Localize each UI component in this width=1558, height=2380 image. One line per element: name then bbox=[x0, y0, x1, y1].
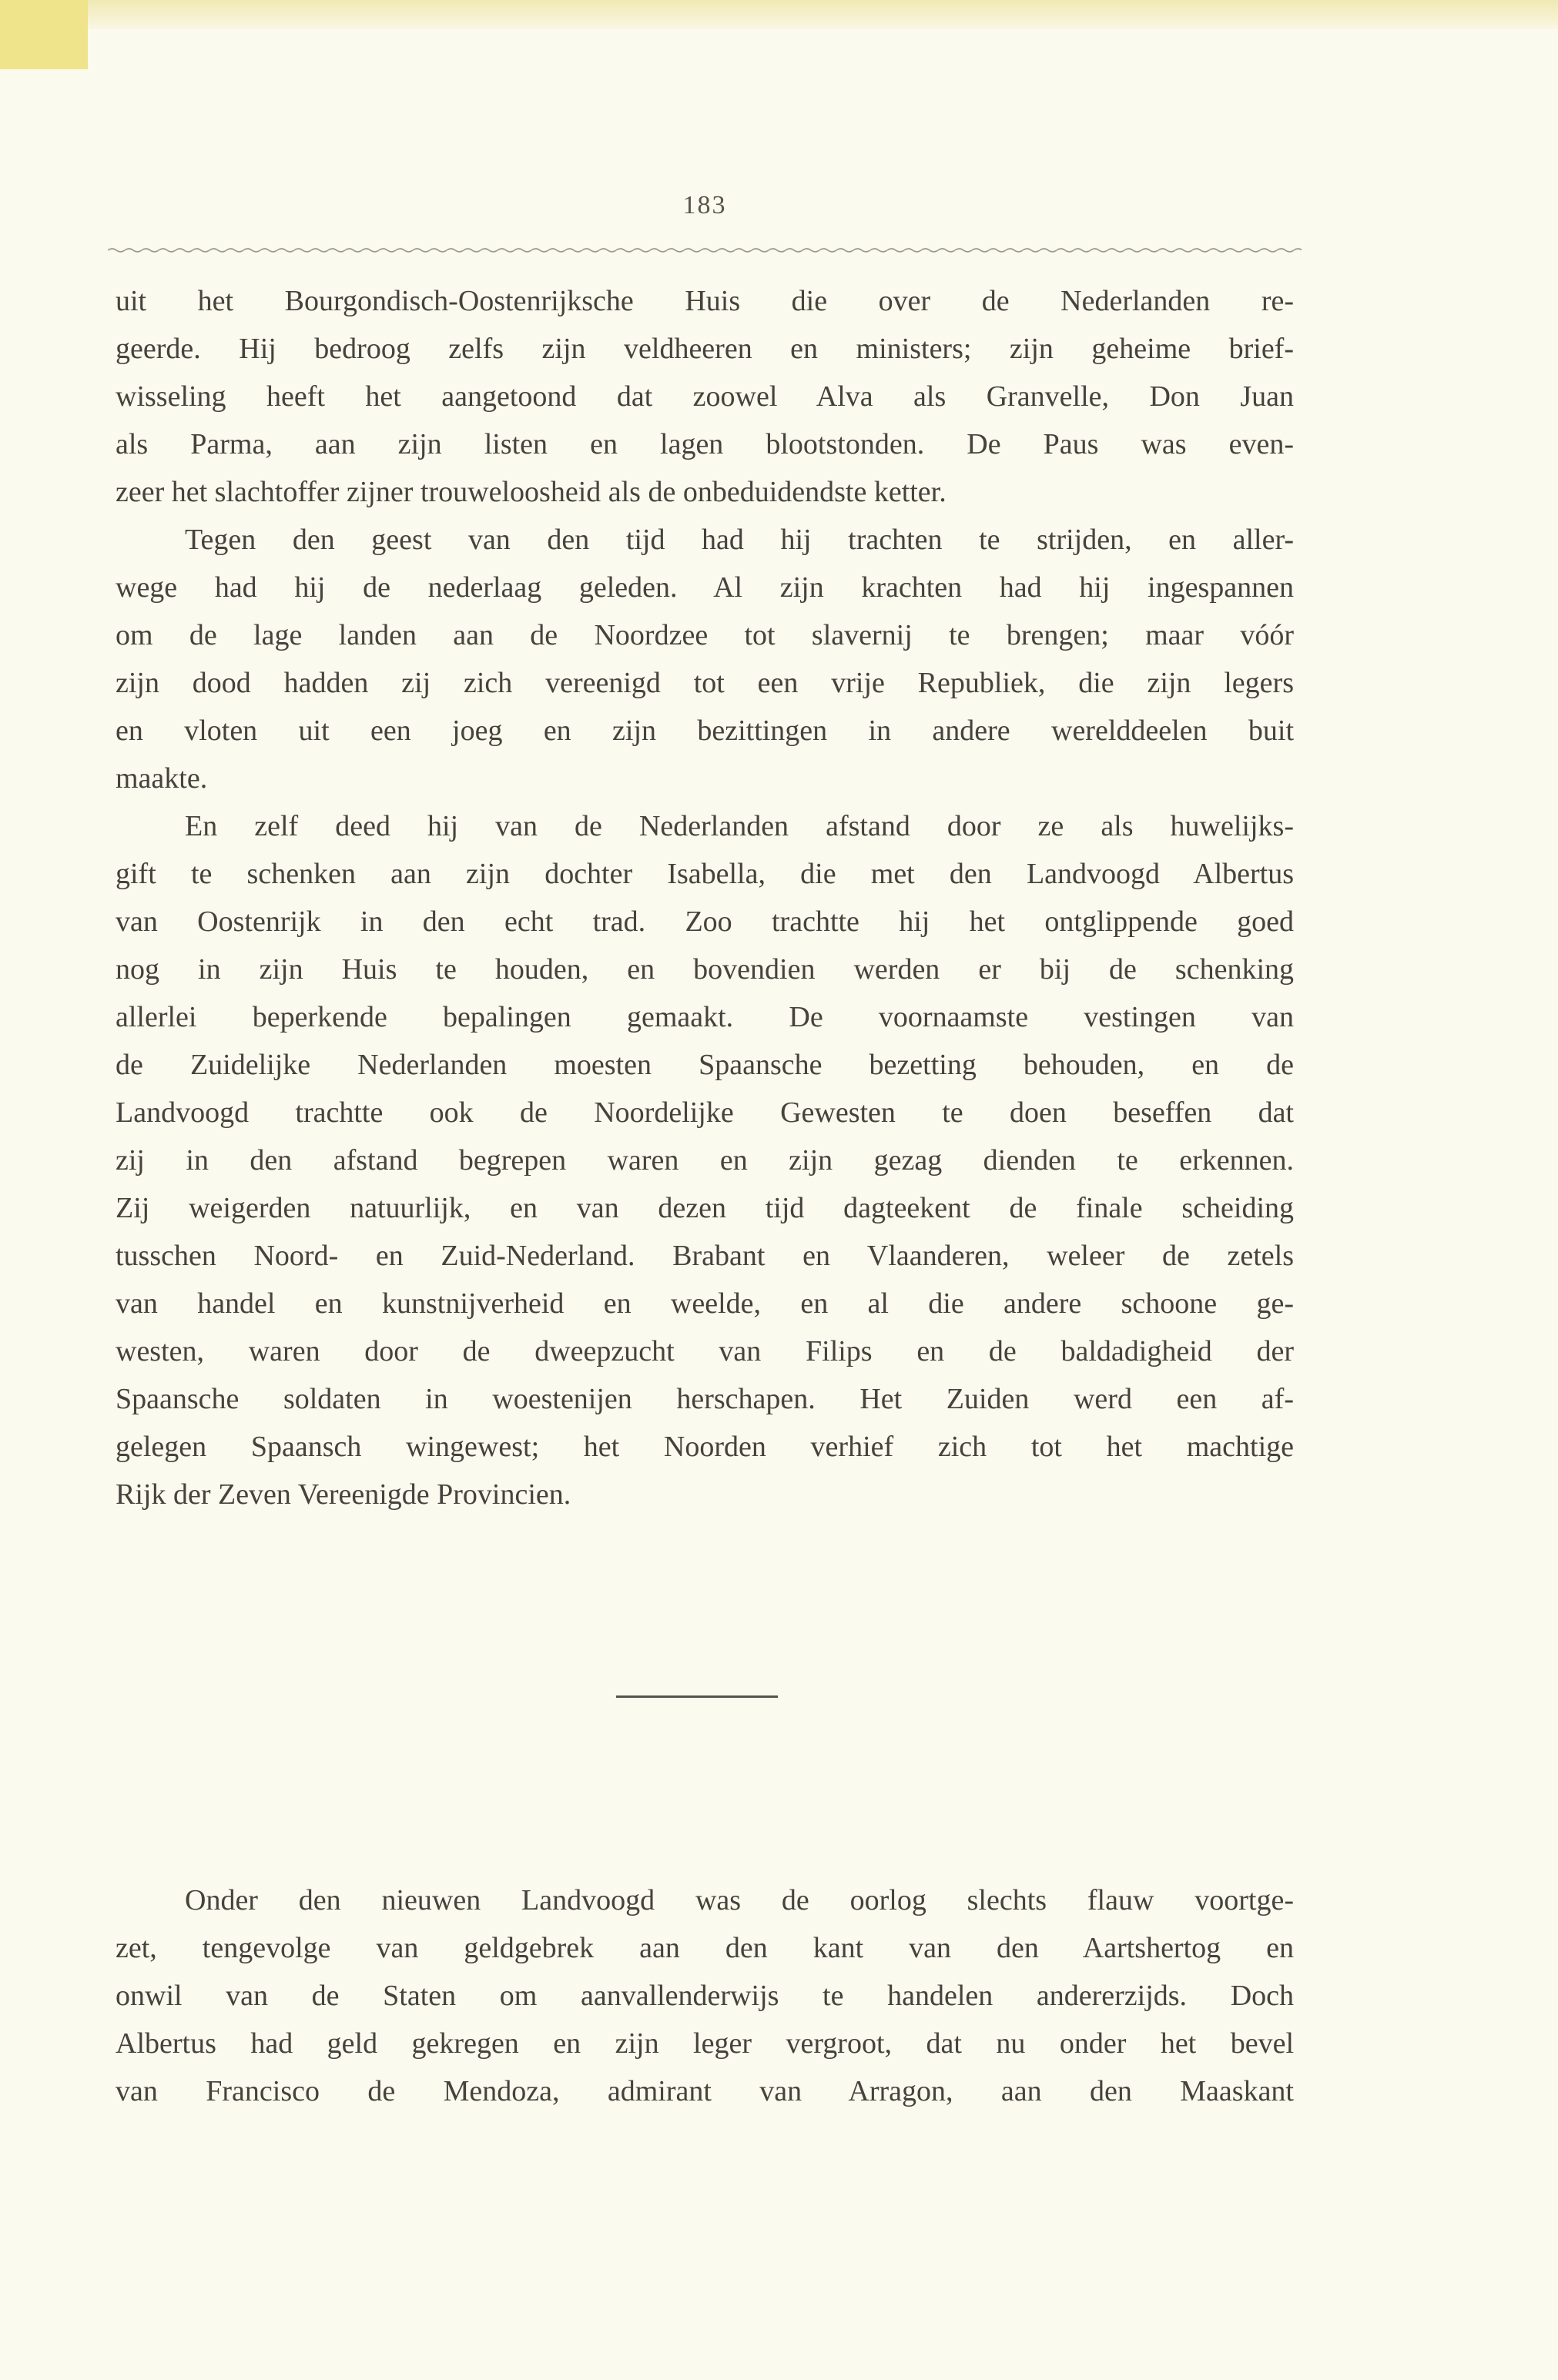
paragraph bbox=[116, 802, 1294, 1518]
text-line: zij in den afstand begrepen waren en zijn gezag dienden te erkennen. bbox=[116, 1144, 1294, 1177]
text-line: geerde. Hij bedroog zelfs zijn veldheeren en ministers; zijn geheime brief- bbox=[116, 333, 1294, 365]
wavy-rule bbox=[108, 246, 1302, 254]
text-line: En zelf deed hij van de Nederlanden afstand door ze als huwelijks- bbox=[185, 810, 1294, 842]
text-line: Onder den nieuwen Landvoogd was de oorlog slechts flauw voortge- bbox=[185, 1884, 1294, 1916]
text-line: Zij weigerden natuurlijk, en van dezen tijd dagteekent de finale scheiding bbox=[116, 1192, 1294, 1224]
section-divider-rule bbox=[616, 1695, 778, 1698]
text-line: tusschen Noord- en Zuid-Nederland. Brabant en Vlaanderen, weleer de zetels bbox=[116, 1240, 1294, 1272]
text-line: gift te schenken aan zijn dochter Isabella, die met den Landvoogd Albertus bbox=[116, 858, 1294, 890]
text-line: van Francisco de Mendoza, admirant van Arragon, aan den Maaskant bbox=[116, 2075, 1294, 2107]
text-line: van handel en kunstnijverheid en weelde, en al die andere schoone ge- bbox=[116, 1287, 1294, 1320]
text-line: zijn dood hadden zij zich vereenigd tot een vrije Republiek, die zijn legers bbox=[116, 667, 1294, 699]
text-line: van Oostenrijk in den echt trad. Zoo trachtte hij het ontglippende goed bbox=[116, 905, 1294, 938]
scan-artifact-corner bbox=[0, 0, 88, 69]
text-line: de Zuidelijke Nederlanden moesten Spaansche bezetting behouden, en de bbox=[116, 1049, 1294, 1081]
text-line: westen, waren door de dweepzucht van Filips en de baldadigheid der bbox=[116, 1335, 1294, 1367]
text-line: wege had hij de nederlaag geleden. Al zijn krachten had hij ingespannen bbox=[116, 571, 1294, 604]
text-line: Landvoogd trachtte ook de Noordelijke Gewesten te doen beseffen dat bbox=[116, 1096, 1294, 1129]
text-line: zeer het slachtoffer zijner trouweloosheid als de onbeduidendste ketter. bbox=[116, 476, 947, 508]
text-line: allerlei beperkende bepalingen gemaakt. De voornaamste vestingen van bbox=[116, 1001, 1294, 1033]
text-line: nog in zijn Huis te houden, en bovendien werden er bij de schenking bbox=[116, 953, 1294, 986]
text-line: en vloten uit een joeg en zijn bezittingen in andere werelddeelen buit bbox=[116, 715, 1294, 747]
paragraph bbox=[116, 1876, 1294, 2115]
paragraph bbox=[116, 277, 1294, 516]
text-line: om de lage landen aan de Noordzee tot slavernij te brengen; maar vóór bbox=[116, 619, 1294, 651]
text-block bbox=[116, 277, 1294, 2115]
paragraph bbox=[116, 516, 1294, 802]
text-line: Spaansche soldaten in woestenijen herschapen. Het Zuiden werd een af- bbox=[116, 1383, 1294, 1415]
text-line: Albertus had geld gekregen en zijn leger vergroot, dat nu onder het bevel bbox=[116, 2027, 1294, 2060]
text-line: Tegen den geest van den tijd had hij trachten te strijden, en aller- bbox=[185, 524, 1294, 556]
scan-artifact-top-band bbox=[0, 0, 1558, 29]
text-line: Rijk der Zeven Vereenigde Provincien. bbox=[116, 1478, 571, 1511]
text-line: wisseling heeft het aangetoond dat zoowel Alva als Granvelle, Don Juan bbox=[116, 380, 1294, 413]
page-number: 183 bbox=[682, 191, 727, 219]
text-line: maakte. bbox=[116, 762, 208, 795]
text-line: onwil van de Staten om aanvallenderwijs te handelen andererzijds. Doch bbox=[116, 1980, 1294, 2012]
text-line: zet, tengevolge van geldgebrek aan den kant van den Aartshertog en bbox=[116, 1932, 1294, 1964]
text-line: uit het Bourgondisch-Oostenrijksche Huis die over de Nederlanden re- bbox=[116, 285, 1294, 317]
text-line: gelegen Spaansch wingewest; het Noorden verhief zich tot het machtige bbox=[116, 1431, 1294, 1463]
text-line: als Parma, aan zijn listen en lagen blootstonden. De Paus was even- bbox=[116, 428, 1294, 460]
